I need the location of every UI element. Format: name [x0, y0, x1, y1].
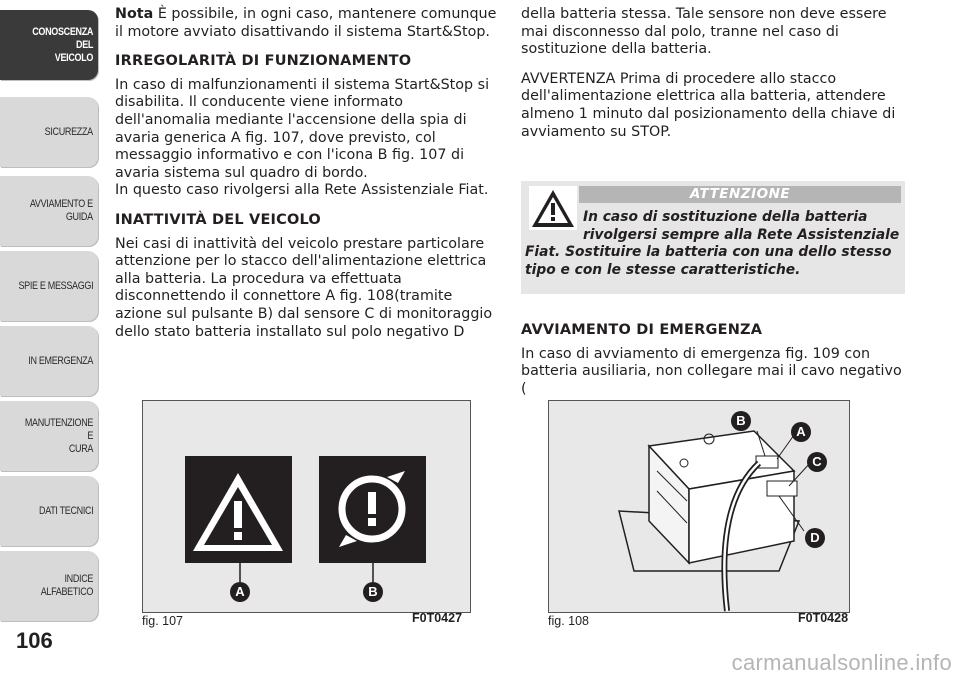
tab-indice-alfabetico[interactable] [0, 551, 98, 621]
chapter-sidebar [0, 0, 100, 640]
watermark: carmanualsonline.info [731, 650, 952, 675]
tab-spie-e-messaggi[interactable] [0, 251, 98, 321]
fig108-code: F0T0428 [798, 611, 849, 625]
note-label: Nota [115, 6, 154, 22]
heading-irregolarita: IRREGOLARITÀ DI FUNZIONAMENTO [115, 53, 412, 70]
tab-sicurezza[interactable] [0, 97, 98, 167]
heading-inattivita: INATTIVITÀ DEL VEICOLO [115, 211, 321, 228]
tab-label: AVVIAMENTO E GUIDA [30, 198, 94, 223]
paragraph-emergency: In caso di avviamento di emergenza fig. 109 con batteria ausiliaria, non collegare mai il cavo negativo ( [521, 345, 902, 397]
figure-107-illustration [143, 401, 470, 612]
left-column [115, 6, 499, 353]
tab-label: IN EMERGENZA [28, 354, 94, 367]
paragraph-inactivity: Nei casi di inattività del veicolo prestare particolare attenzione per lo stacco dell'alimentazione elettrica alla batteria. La procedura va effettuata disconnettendo il connettore A fig. 108(tramite azione sul pulsante B) dal sensore C di monitoraggio dello stato batteria installato sul polo negativo D [115, 235, 493, 340]
tab-conoscenza-del-veicolo[interactable] [0, 10, 98, 80]
paragraph-assistance: In questo caso rivolgersi alla Rete Assistenziale Fiat. [115, 182, 489, 199]
tab-label: CONOSCENZA DEL VEICOLO [32, 25, 94, 64]
paragraph-avvertenza: AVVERTENZA Prima di procedere allo stacco dell'alimentazione elettrica alla batteria, attendere almeno 1 minuto dal posizionamento della chiave di avviamento su STOP. [521, 70, 896, 140]
warning-box [521, 181, 905, 294]
tab-label: MANUTENZIONE E CURA [24, 416, 94, 455]
tab-avviamento-e-guida[interactable] [0, 176, 98, 246]
note-paragraph [115, 6, 499, 41]
figure-107 [142, 400, 471, 613]
heading-avviamento-emergenza: AVVIAMENTO DI EMERGENZA [521, 322, 763, 338]
right-column [521, 6, 905, 153]
warning-title: ATTENZIONE [579, 186, 901, 203]
emergency-section [521, 322, 905, 410]
warning-line-1: In caso di sostituzione della batteria [583, 209, 868, 225]
paragraph-malfunction: In caso di malfunzionamenti il sistema Start&Stop si disabilita. Il conducente viene informato dell'anomalia mediante l'accensione della spia di avaria generica A fig. 107, dove previsto, col messaggio informativo e con l'icona B fig. 107 di avaria sistema sul quadro di bordo. [115, 76, 490, 181]
tab-label: SPIE E MESSAGGI [18, 279, 94, 292]
fig108-caption: fig. 108 [548, 614, 590, 628]
warning-line-3: Fiat. Sostituire la batteria con una dello stesso tipo e con le stesse caratteristiche. [525, 244, 892, 278]
fig107-code: F0T0427 [412, 611, 463, 625]
figure-108 [548, 400, 850, 613]
fig107-caption: fig. 107 [142, 614, 184, 628]
tab-manutenzione-e-cura[interactable] [0, 401, 98, 471]
fig108-label-c: C [807, 452, 827, 472]
tab-dati-tecnici[interactable] [0, 476, 98, 546]
fig108-label-a: A [791, 422, 811, 442]
fig108-label-d: D [805, 528, 825, 548]
paragraph-sensor: della batteria stessa. Tale sensore non deve essere mai disconnesso dal polo, tranne nel caso di sostituzione della batteria. [521, 6, 887, 58]
warning-line-2: rivolgersi sempre alla Rete Assistenziale [583, 226, 900, 243]
tab-in-emergenza[interactable] [0, 326, 98, 396]
tab-label: INDICE ALFABETICO [40, 573, 94, 598]
tab-label: DATI TECNICI [38, 504, 94, 517]
fig107-label-a: A [230, 582, 250, 602]
note-text: È possibile, in ogni caso, mantenere comunque il motore avviato disattivando il sistema Start&Stop. [115, 6, 497, 40]
page-number: 106 [16, 628, 53, 653]
tab-label: SICUREZZA [44, 125, 94, 138]
warning-text [525, 209, 901, 279]
fig108-label-b: B [731, 411, 751, 431]
fig107-label-b: B [363, 582, 383, 602]
